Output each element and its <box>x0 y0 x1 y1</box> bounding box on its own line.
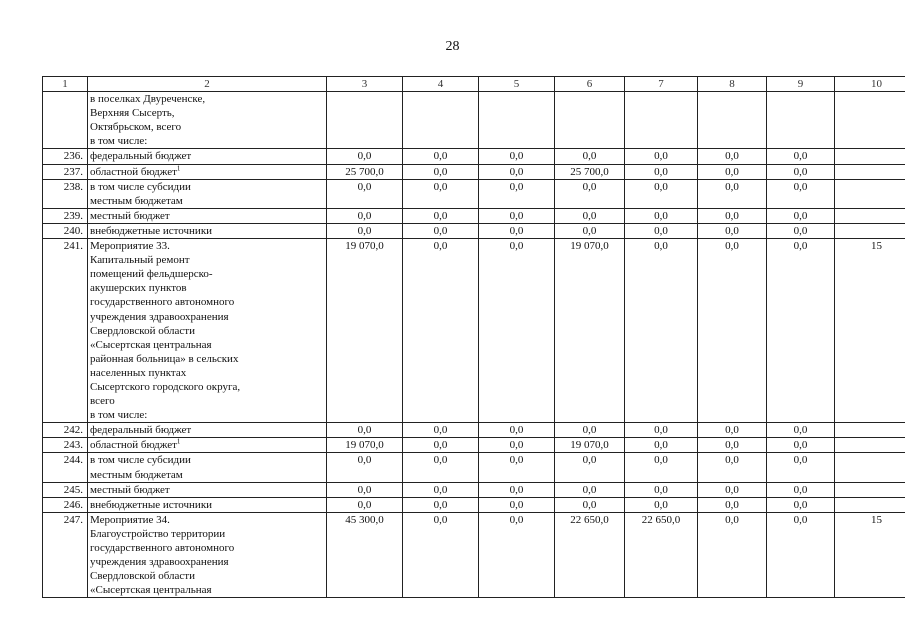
amount-cell: 0,0 <box>698 239 767 423</box>
amount-cell: 0,0 <box>555 208 625 223</box>
row-description: внебюджетные источники <box>88 223 327 238</box>
table-row <box>43 149 905 164</box>
reference-cell <box>835 423 905 438</box>
amount-cell: 0,0 <box>767 164 835 179</box>
column-header: 2 <box>88 77 327 92</box>
row-description: местный бюджет <box>88 208 327 223</box>
column-header: 5 <box>479 77 555 92</box>
amount-cell: 22 650,0 <box>555 512 625 598</box>
column-header: 6 <box>555 77 625 92</box>
reference-cell <box>835 149 905 164</box>
amount-cell: 0,0 <box>479 453 555 482</box>
amount-cell: 0,0 <box>403 223 479 238</box>
amount-cell: 0,0 <box>698 223 767 238</box>
amount-cell: 0,0 <box>403 149 479 164</box>
amount-cell: 0,0 <box>555 423 625 438</box>
column-header: 3 <box>327 77 403 92</box>
row-number: 237. <box>43 164 88 179</box>
amount-cell: 0,0 <box>625 453 698 482</box>
amount-cell: 45 300,0 <box>327 512 403 598</box>
column-header: 10 <box>835 77 905 92</box>
amount-cell: 0,0 <box>625 423 698 438</box>
amount-cell: 0,0 <box>767 438 835 453</box>
row-number: 243. <box>43 438 88 453</box>
amount-cell: 0,0 <box>767 497 835 512</box>
row-number: 240. <box>43 223 88 238</box>
row-description: федеральный бюджет <box>88 149 327 164</box>
amount-cell: 0,0 <box>479 208 555 223</box>
row-description: в том числе субсидии местным бюджетам <box>88 453 327 482</box>
amount-cell: 0,0 <box>698 512 767 598</box>
amount-cell: 0,0 <box>767 208 835 223</box>
amount-cell: 0,0 <box>698 164 767 179</box>
amount-cell: 0,0 <box>403 179 479 208</box>
amount-cell: 0,0 <box>479 164 555 179</box>
amount-cell: 0,0 <box>698 208 767 223</box>
reference-cell <box>835 438 905 453</box>
amount-cell <box>698 92 767 149</box>
reference-cell <box>835 179 905 208</box>
amount-cell <box>327 92 403 149</box>
amount-cell: 0,0 <box>403 497 479 512</box>
amount-cell: 0,0 <box>625 164 698 179</box>
amount-cell: 0,0 <box>327 179 403 208</box>
amount-cell: 0,0 <box>625 223 698 238</box>
table-row <box>43 482 905 497</box>
row-number: 242. <box>43 423 88 438</box>
amount-cell: 0,0 <box>625 438 698 453</box>
amount-cell: 0,0 <box>479 512 555 598</box>
amount-cell: 0,0 <box>479 438 555 453</box>
row-description: в поселках Двуреченске, Верхняя Сысерть, Октябрьском, всего в том числе: <box>88 92 327 149</box>
row-number: 238. <box>43 179 88 208</box>
reference-cell <box>835 164 905 179</box>
row-description: федеральный бюджет <box>88 423 327 438</box>
amount-cell: 0,0 <box>403 208 479 223</box>
row-number: 247. <box>43 512 88 598</box>
amount-cell: 0,0 <box>403 423 479 438</box>
amount-cell <box>403 92 479 149</box>
row-number: 246. <box>43 497 88 512</box>
row-description: местный бюджет <box>88 482 327 497</box>
row-description: областной бюджет$^1$ <box>88 164 327 179</box>
amount-cell: 0,0 <box>327 223 403 238</box>
reference-cell <box>835 223 905 238</box>
row-number: 245. <box>43 482 88 497</box>
amount-cell: 0,0 <box>767 239 835 423</box>
row-number: 241. <box>43 239 88 423</box>
reference-cell: 15 <box>835 239 905 423</box>
table-row <box>43 239 905 423</box>
row-description: Мероприятие 34. Благоустройство территории государственного автономного учреждения здравоохранения Свердловской области «Сысертская центральная <box>88 512 327 598</box>
amount-cell: 0,0 <box>767 482 835 497</box>
table-row <box>43 179 905 208</box>
table-row <box>43 453 905 482</box>
amount-cell: 0,0 <box>555 453 625 482</box>
amount-cell: 0,0 <box>767 423 835 438</box>
column-header: 7 <box>625 77 698 92</box>
amount-cell: 0,0 <box>479 149 555 164</box>
amount-cell: 0,0 <box>479 179 555 208</box>
amount-cell: 0,0 <box>327 208 403 223</box>
amount-cell: 0,0 <box>698 423 767 438</box>
amount-cell: 0,0 <box>625 239 698 423</box>
budget-table <box>42 76 905 598</box>
reference-cell <box>835 497 905 512</box>
table-row <box>43 512 905 598</box>
page-number: 28 <box>445 39 460 54</box>
amount-cell: 0,0 <box>327 497 403 512</box>
amount-cell: 0,0 <box>767 223 835 238</box>
reference-cell <box>835 92 905 149</box>
amount-cell: 0,0 <box>403 239 479 423</box>
amount-cell <box>767 92 835 149</box>
row-number: 236. <box>43 149 88 164</box>
amount-cell: 0,0 <box>767 453 835 482</box>
amount-cell: 0,0 <box>555 497 625 512</box>
reference-cell: 15 <box>835 512 905 598</box>
row-description: областной бюджет$^1$ <box>88 438 327 453</box>
amount-cell: 19 070,0 <box>555 438 625 453</box>
amount-cell: 0,0 <box>698 438 767 453</box>
row-number: 239. <box>43 208 88 223</box>
column-header: 9 <box>767 77 835 92</box>
amount-cell: 0,0 <box>698 179 767 208</box>
row-description: в том числе субсидии местным бюджетам <box>88 179 327 208</box>
amount-cell: 0,0 <box>327 423 403 438</box>
table-row <box>43 497 905 512</box>
amount-cell: 0,0 <box>403 512 479 598</box>
amount-cell: 0,0 <box>767 179 835 208</box>
table-row <box>43 164 905 179</box>
amount-cell: 0,0 <box>698 482 767 497</box>
amount-cell: 0,0 <box>767 512 835 598</box>
amount-cell <box>479 92 555 149</box>
amount-cell: 25 700,0 <box>555 164 625 179</box>
row-description: Мероприятие 33. Капитальный ремонт помещений фельдшерско- акушерских пунктов государственного автономного учреждения здравоохранения Свердловской области «Сысертская центральная районная больница» в сельских населенных пунктах Сысертского городского округа, всего в том числе: <box>88 239 327 423</box>
amount-cell: 0,0 <box>625 179 698 208</box>
amount-cell: 0,0 <box>327 482 403 497</box>
table-row <box>43 208 905 223</box>
amount-cell: 0,0 <box>479 482 555 497</box>
amount-cell: 0,0 <box>479 223 555 238</box>
amount-cell <box>555 92 625 149</box>
amount-cell: 0,0 <box>403 482 479 497</box>
reference-cell <box>835 453 905 482</box>
footnote-marker: 1 <box>176 163 181 172</box>
amount-cell: 0,0 <box>625 482 698 497</box>
amount-cell: 19 070,0 <box>327 239 403 423</box>
amount-cell: 0,0 <box>698 453 767 482</box>
amount-cell: 0,0 <box>403 438 479 453</box>
amount-cell: 0,0 <box>327 149 403 164</box>
amount-cell: 0,0 <box>555 149 625 164</box>
reference-cell <box>835 208 905 223</box>
amount-cell: 22 650,0 <box>625 512 698 598</box>
amount-cell: 25 700,0 <box>327 164 403 179</box>
amount-cell: 0,0 <box>479 497 555 512</box>
footnote-marker: 1 <box>176 437 181 446</box>
amount-cell: 0,0 <box>625 497 698 512</box>
amount-cell: 0,0 <box>767 149 835 164</box>
amount-cell: 0,0 <box>555 179 625 208</box>
amount-cell: 0,0 <box>698 149 767 164</box>
column-header: 1 <box>43 77 88 92</box>
amount-cell: 0,0 <box>698 497 767 512</box>
amount-cell: 0,0 <box>403 453 479 482</box>
row-number: 244. <box>43 453 88 482</box>
amount-cell: 19 070,0 <box>555 239 625 423</box>
amount-cell: 0,0 <box>555 223 625 238</box>
amount-cell: 0,0 <box>479 239 555 423</box>
amount-cell: 0,0 <box>403 164 479 179</box>
amount-cell: 0,0 <box>555 482 625 497</box>
table-row <box>43 223 905 238</box>
amount-cell: 19 070,0 <box>327 438 403 453</box>
column-header: 4 <box>403 77 479 92</box>
column-number-row <box>43 77 905 92</box>
amount-cell: 0,0 <box>625 208 698 223</box>
amount-cell <box>625 92 698 149</box>
column-header: 8 <box>698 77 767 92</box>
row-number <box>43 92 88 149</box>
amount-cell: 0,0 <box>625 149 698 164</box>
amount-cell: 0,0 <box>327 453 403 482</box>
row-description: внебюджетные источники <box>88 497 327 512</box>
table-row <box>43 92 905 149</box>
table-row <box>43 423 905 438</box>
reference-cell <box>835 482 905 497</box>
amount-cell: 0,0 <box>479 423 555 438</box>
table-row <box>43 438 905 453</box>
